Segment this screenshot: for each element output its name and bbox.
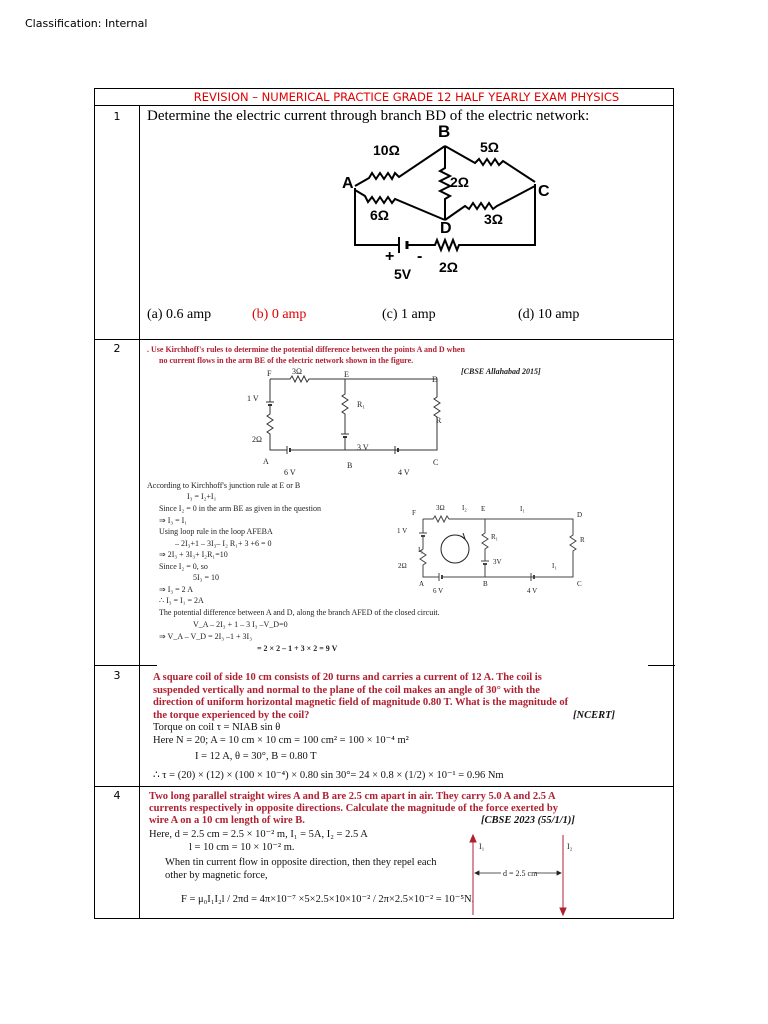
question-line: the torque experienced by the coil?	[153, 710, 310, 721]
node-label: E	[481, 505, 486, 513]
question-number: 4	[113, 789, 121, 802]
solution-line: Here, d = 2.5 cm = 2.5 × 10⁻² m, I₁ = 5A, I₂ = 2.5 A	[149, 829, 368, 840]
resistor-label: R₁	[491, 533, 499, 541]
classification-label: Classification: Internal	[25, 17, 148, 30]
node-label: A	[419, 580, 425, 588]
current-label: I₃	[418, 546, 423, 554]
emf-label: 4 V	[398, 468, 410, 477]
option-a: (a) 0.6 amp	[147, 307, 212, 322]
emf-label: 6 V	[284, 468, 296, 477]
node-c-label: C	[538, 183, 550, 200]
row-divider	[95, 339, 673, 340]
solution-line: I₃ = I₂+I₁	[187, 492, 217, 501]
solution-line: ⇒ 2I₃ + 3I₃+ I₂R₁=10	[159, 550, 228, 559]
solution-line: 5I₃ = 10	[193, 573, 219, 582]
resistor-label: 5Ω	[480, 139, 500, 155]
question-line: currents respectively in opposite directions. Calculate the magnitude of the force exerted by	[149, 803, 558, 814]
question-line: suspended vertically and normal to the plane of the coil makes an angle of 30° with the	[153, 685, 540, 696]
resistor-label: R	[580, 536, 585, 544]
resistor-label: R₁	[357, 400, 366, 409]
question-line: A square coil of side 10 cm consists of 20 turns and carries a current of 12 A. The coil is	[153, 672, 542, 683]
current-label: I₂	[567, 842, 573, 851]
network-figure-2	[413, 509, 583, 591]
solution-line: ⇒ V_A – V_D = 2I₃ –1 + 3I₃	[159, 632, 253, 641]
solution-line: I = 12 A, θ = 30°, B = 0.80 T	[195, 751, 317, 762]
column-divider	[139, 105, 140, 918]
resistor-label: 3Ω	[436, 504, 445, 512]
option-d: (d) 10 amp	[518, 307, 580, 322]
option-b-correct: (b) 0 amp	[252, 307, 307, 322]
question-line: . Use Kirchhoff's rules to determine the potential difference between the points A and D when	[147, 345, 465, 354]
solution-line: l = 10 cm = 10 × 10⁻² m.	[189, 842, 295, 853]
sheet-title: REVISION – NUMERICAL PRACTICE GRADE 12 HALF YEARLY EXAM PHYSICS	[193, 90, 620, 104]
emf-label: 5V	[394, 266, 412, 282]
option-c: (c) 1 amp	[382, 307, 436, 322]
node-a-label: A	[342, 175, 354, 192]
solution-line: Torque on coil τ = NIAB sin θ	[153, 722, 281, 733]
solution-line: Since I₂ = 0, so	[159, 562, 208, 571]
question-number: 3	[113, 669, 121, 682]
node-label: F	[412, 509, 416, 517]
question-source: [CBSE Allahabad 2015]	[461, 367, 541, 376]
solution-line: Using loop rule in the loop AFEBA	[159, 527, 273, 536]
current-label: I₁	[479, 842, 485, 851]
node-label: A	[263, 457, 269, 466]
solution-line: ⇒ I₃ = 2 A	[159, 585, 194, 594]
row-divider	[648, 665, 675, 666]
current-label: I₁	[552, 562, 557, 570]
node-label: E	[344, 370, 349, 379]
solution-line: ⇒ I₃ = I₁	[159, 516, 188, 525]
resistor-label: 2Ω	[450, 174, 470, 190]
resistor-label: R	[436, 416, 442, 425]
solution-line: Since I₂ = 0 in the arm BE as given in the question	[159, 504, 321, 513]
node-label: B	[483, 580, 488, 588]
battery-plus: +	[385, 248, 395, 265]
resistor-label: 10Ω	[373, 142, 400, 158]
row-divider	[95, 105, 673, 106]
node-label: F	[267, 369, 272, 378]
distance-label: d = 2.5 cm	[503, 869, 538, 878]
row-divider	[95, 665, 157, 666]
emf-label: 3 V	[357, 443, 369, 452]
current-label: I₂	[462, 504, 467, 512]
question-text: Determine the electric current through branch BD of the electric network:	[147, 108, 590, 124]
battery-minus: -	[417, 248, 423, 265]
emf-label: 1 V	[397, 527, 408, 535]
emf-label: 1 V	[247, 394, 259, 403]
node-label: B	[347, 461, 353, 470]
solution-line: ∴ I₃ = I₁ = 2A	[159, 596, 204, 605]
question-line: Two long parallel straight wires A and B are 2.5 cm apart in air. They carry 5.0 A and 2.5 A	[149, 791, 556, 802]
question-source: [CBSE 2023 (55/1/1)]	[481, 815, 575, 826]
solution-line: The potential difference between A and D, along the branch AFED of the closed circuit.	[159, 608, 440, 617]
resistor-label: 6Ω	[370, 207, 390, 223]
solution-line: = 2 × 2 – 1 + 3 × 2 = 9 V	[257, 644, 338, 653]
node-label: D	[577, 511, 583, 519]
node-d-label: D	[440, 220, 452, 237]
question-line: wire A on a 10 cm length of wire B.	[149, 815, 305, 826]
emf-label: 3V	[493, 558, 502, 566]
solution-line: Here N = 20; A = 10 cm × 10 cm = 100 cm² = 100 × 10⁻⁴ m²	[153, 735, 409, 746]
network-figure-1	[255, 372, 445, 467]
resistor-label: 2Ω	[252, 435, 262, 444]
resistor-label: 2Ω	[398, 562, 407, 570]
resistor-label: 3Ω	[292, 367, 302, 376]
emf-label: 6 V	[433, 587, 444, 595]
solution-line: According to Kirchhoff's junction rule at E or B	[147, 481, 301, 490]
question-number: 2	[113, 342, 121, 355]
node-label: D	[432, 375, 438, 384]
solution-line: – 2I₃+1 – 3I₃– I₂ R₁+ 3 +6 = 0	[175, 539, 272, 548]
resistor-label: 3Ω	[484, 211, 504, 227]
current-label: I₁	[520, 505, 525, 513]
solution-line: V_A – 2I₃ + 1 – 3 I₃ –V_D=0	[193, 620, 288, 629]
node-b-label: B	[438, 122, 451, 141]
solution-line: ∴ τ = (20) × (12) × (100 × 10⁻⁴) × 0.80 sin 30°= 24 × 0.8 × (1/2) × 10⁻¹ = 0.96 Nm	[153, 770, 504, 781]
question-line: direction of uniform horizontal magnetic field of magnitude 0.80 T. What is the magnitude of	[153, 697, 569, 708]
node-label: C	[577, 580, 582, 588]
question-number: 1	[113, 110, 121, 123]
emf-label: 4 V	[527, 587, 538, 595]
node-label: C	[433, 458, 439, 467]
question-line: no current flows in the arm BE of the electric network shown in the figure.	[159, 356, 414, 365]
solution-line: F = μ₀I₁I₂l / 2πd = 4π×10⁻⁷ ×5×2.5×10×10⁻² / 2π×2.5×10⁻² = 10⁻⁵N.	[181, 894, 475, 905]
row-divider	[95, 786, 673, 787]
resistor-label: 2Ω	[439, 259, 459, 275]
solution-line: When tin current flow in opposite direction, then they repel each	[165, 857, 437, 868]
solution-line: other by magnetic force,	[165, 870, 268, 881]
questions-table	[94, 88, 674, 919]
question-source: [NCERT]	[573, 710, 615, 721]
